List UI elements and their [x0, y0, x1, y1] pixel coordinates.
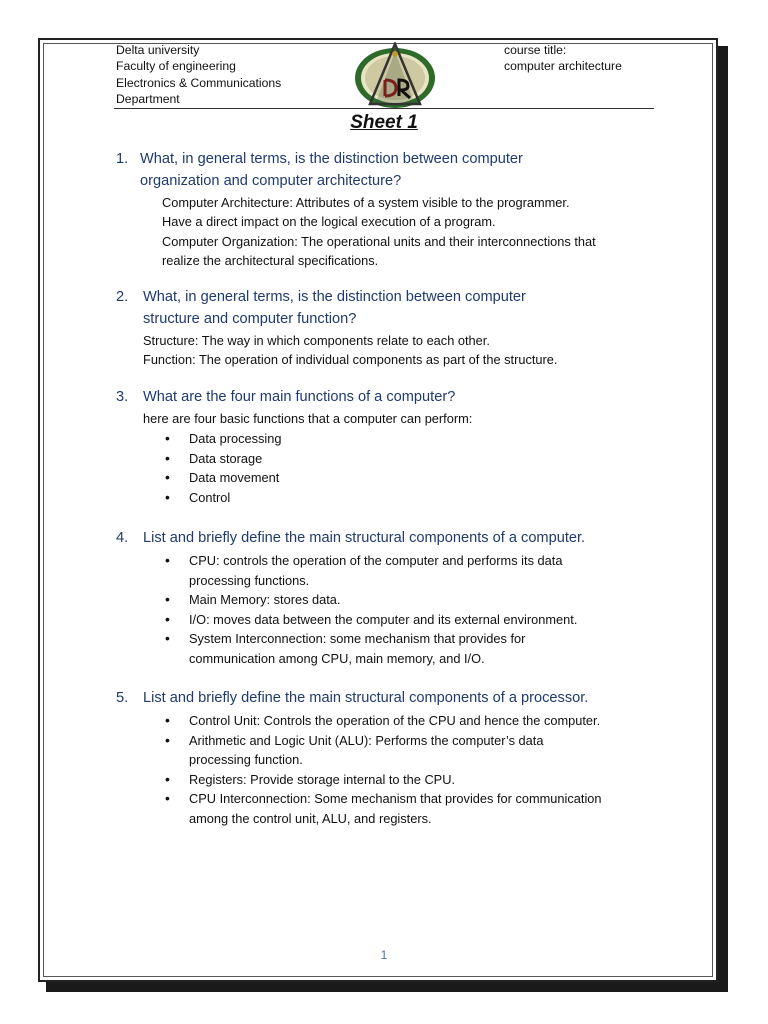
answer-3-intro: here are four basic functions that a computer can perform:	[143, 411, 473, 426]
answer-1	[162, 193, 596, 271]
list-item: • Arithmetic and Logic Unit (ALU): Performs the computer’s data processing function.	[163, 731, 602, 770]
list-item: • Data movement	[163, 468, 281, 488]
question-4	[116, 527, 585, 549]
answer-3-list	[163, 429, 281, 507]
course-title-value: computer architecture	[504, 59, 622, 74]
question-number: 5.	[116, 690, 129, 706]
question-number: 4.	[116, 530, 129, 546]
answer-5-list	[163, 711, 602, 829]
university-logo-icon	[352, 42, 438, 110]
course-title-label: course title:	[504, 43, 567, 57]
sheet-title: Sheet 1	[350, 112, 418, 133]
question-text: What are the four main functions of a computer?	[143, 389, 456, 405]
header-university: Delta university	[116, 43, 200, 57]
list-item: • Data storage	[163, 449, 281, 469]
list-item: • Data processing	[163, 429, 281, 449]
answer-line: Structure: The way in which components relate to each other.	[143, 333, 490, 348]
answer-line: realize the architectural specifications.	[162, 253, 379, 269]
list-item: • System Interconnection: some mechanism that provides for communication among CPU, main memory, and I/O.	[163, 629, 577, 668]
answer-line: Function: The operation of individual components as part of the structure.	[143, 352, 558, 368]
question-3	[116, 386, 455, 408]
answer-line: Have a direct impact on the logical execution of a program.	[162, 214, 496, 230]
list-item: • Control Unit: Controls the operation of the CPU and hence the computer.	[163, 711, 602, 731]
question-number: 2.	[116, 289, 129, 305]
header-department-line2: Department	[116, 92, 180, 107]
list-item: • Main Memory: stores data.	[163, 590, 577, 610]
header-faculty: Faculty of engineering	[116, 59, 236, 74]
header-department-line1: Electronics & Communications	[116, 75, 282, 90]
question-text: What, in general terms, is the distinction between computer	[143, 289, 526, 305]
header-divider	[114, 108, 654, 109]
question-2	[116, 286, 526, 330]
answer-line: Computer Architecture: Attributes of a system visible to the programmer.	[162, 195, 570, 210]
question-1	[116, 148, 523, 192]
question-text: List and briefly define the main structural components of a processor.	[143, 690, 589, 706]
question-5	[116, 687, 588, 709]
page-number: 1	[380, 948, 388, 962]
question-text: organization and computer architecture?	[140, 173, 402, 189]
list-item: • CPU Interconnection: Some mechanism that provides for communication among the control unit, ALU, and registers.	[163, 789, 602, 828]
header-course	[504, 42, 622, 75]
list-item: • CPU: controls the operation of the computer and performs its data processing functions.	[163, 551, 577, 590]
list-item: • Control	[163, 488, 281, 508]
question-text: structure and computer function?	[143, 311, 357, 327]
header-institution	[116, 42, 281, 108]
question-number: 1.	[116, 151, 129, 167]
answer-4-list	[163, 551, 577, 669]
list-item: • I/O: moves data between the computer and its external environment.	[163, 610, 577, 630]
list-item: • Registers: Provide storage internal to the CPU.	[163, 770, 602, 790]
question-text: What, in general terms, is the distinction between computer	[140, 151, 523, 167]
answer-2	[143, 331, 557, 370]
question-text: List and briefly define the main structural components of a computer.	[143, 530, 586, 546]
question-number: 3.	[116, 389, 129, 405]
answer-line: Computer Organization: The operational units and their interconnections that	[162, 233, 596, 249]
